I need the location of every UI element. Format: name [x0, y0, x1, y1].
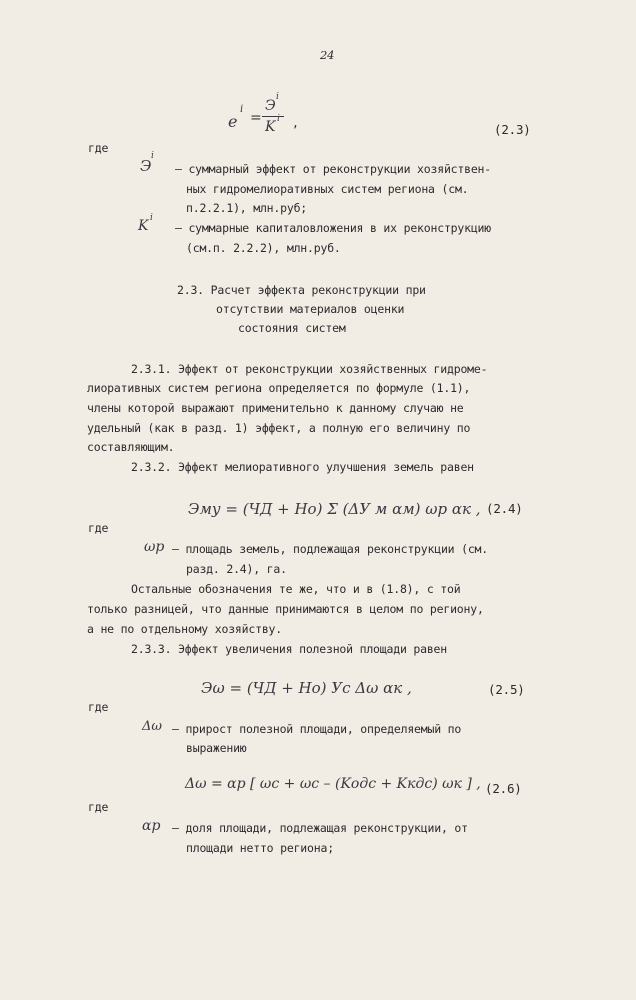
- formula-2-4-label: (2.4): [486, 501, 523, 516]
- para-2-3-1-line-1: 2.3.1. Эффект от реконструкции хозяйственных гидромe-: [131, 362, 488, 376]
- def-k-line-2: (см.п. 2.2.2), млн.руб.: [186, 241, 341, 255]
- where-label-2: где: [88, 521, 109, 535]
- section-title-line-2: отсутствии материалов оценки: [216, 302, 405, 316]
- section-title-line-1: 2.3. Расчет эффекта реконструкции при: [177, 283, 426, 297]
- para-2-3-1-line-2: лиоративных систем региона определяется по формуле (1.1),: [87, 381, 471, 395]
- formula-2-3-eq: =: [250, 110, 262, 126]
- def-domega-line-2: выражению: [186, 741, 247, 755]
- def-domega-symbol: Δω: [142, 719, 162, 734]
- def-alpha-line-1: – доля площади, подлежащая реконструкции, от: [172, 821, 468, 835]
- def-e-line-3: п.2.2.1), млн.руб;: [186, 201, 308, 215]
- formula-2-6: Δω = αр [ ωс + ωс – (Kодс + Kкдс) ωк ] ,: [185, 776, 481, 792]
- def-k-symbol-sup: i: [150, 213, 153, 223]
- def-e-line-1: – суммарный эффект от реконструкции хозяйствен-: [175, 162, 492, 176]
- def-omega-symbol: ωр: [144, 539, 165, 555]
- where-label-4: где: [88, 800, 109, 814]
- formula-2-3-lhs-sup: i: [240, 104, 244, 115]
- para-2-3-1-line-5: составляющим.: [87, 440, 175, 454]
- para-2-3-1-line-3: члены которой выражают применительно к данному случаю не: [87, 401, 464, 415]
- def-k-symbol: K: [138, 218, 149, 234]
- formula-2-4: Эму = (ЧД + Hо) Σ (ΔУ м αм) ωр αк ,: [188, 500, 481, 518]
- def-e-symbol-sup: i: [151, 151, 154, 161]
- formula-2-3-num-sup: i: [276, 92, 279, 102]
- def-alpha-symbol: αр: [142, 818, 161, 834]
- formula-2-3-numerator: Э: [265, 98, 276, 114]
- page-number: 24: [320, 48, 335, 62]
- def-alpha-line-2: площади нетто региона;: [186, 841, 334, 855]
- para-rest-line-1: Остальные обозначения те же, что и в (1.8), с той: [131, 582, 461, 596]
- para-2-3-1-line-4: удельный (как в разд. 1) эффект, а полную его величину по: [87, 421, 471, 435]
- formula-2-6-label: (2.6): [485, 781, 522, 796]
- formula-2-3-comma: ,: [292, 116, 299, 130]
- def-domega-line-1: – прирост полезной площади, определяемый по: [172, 722, 462, 736]
- def-e-line-2: ных гидромелиоративных систем региона (см.: [186, 182, 469, 196]
- def-k-line-1: – суммарные капиталовложения в их реконструкцию: [175, 221, 492, 235]
- formula-2-3-lhs: e: [228, 112, 238, 131]
- formula-2-3-denominator: K: [265, 119, 276, 135]
- where-label-3: где: [88, 700, 109, 714]
- def-omega-line-2: разд. 2.4), га.: [186, 562, 287, 576]
- formula-2-3-fraction-bar: [262, 116, 284, 117]
- para-2-3-3: 2.3.3. Эффект увеличения полезной площади равен: [131, 642, 448, 656]
- para-2-3-2: 2.3.2. Эффект мелиоративного улучшения земель равен: [131, 460, 474, 474]
- def-e-symbol: Э: [140, 157, 152, 175]
- formula-2-5: Эω = (ЧД + Hо) Ус Δω αк ,: [201, 679, 412, 697]
- para-rest-line-3: а не по отдельному хозяйству.: [87, 622, 282, 636]
- section-title-line-3: состояния систем: [238, 321, 346, 335]
- formula-2-3-den-sup: i: [277, 114, 280, 124]
- def-omega-line-1: – площадь земель, подлежащая реконструкции (см.: [172, 542, 489, 556]
- formula-2-5-label: (2.5): [488, 682, 525, 697]
- formula-2-3-label: (2.3): [494, 122, 531, 137]
- para-rest-line-2: только разницей, что данные принимаются в целом по региону,: [87, 602, 484, 616]
- where-label-1: где: [88, 141, 109, 155]
